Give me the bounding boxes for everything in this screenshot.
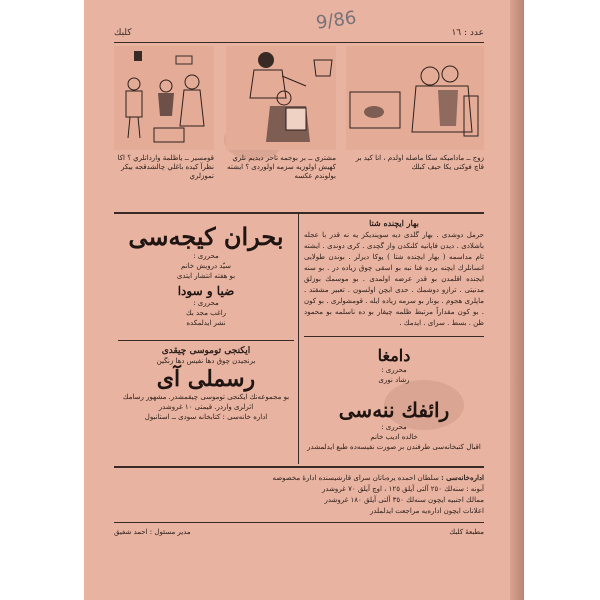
ad-bohran-gecesi: [118, 222, 294, 281]
ad-note: نشر ايدلمكده: [186, 319, 226, 327]
ad-title: رائفك ننه‌سى: [338, 398, 450, 422]
issue-number: عدد : ١٦: [451, 28, 484, 38]
cartoon-caption-left: قومسير ــ ياظلمة وارداتلري ؟ اكا نظرآ كيده باغلي چالشدقجه بيكر تموزلري: [117, 154, 214, 180]
article-title: بهار ايچنده شتا: [369, 218, 419, 228]
ad-author-label: محررى :: [381, 366, 407, 374]
editor-name: مدير مسئول : احمد شفيق: [114, 528, 191, 536]
ad-raifin-annesi: [304, 398, 484, 452]
article-text: حرمل دوشدى . بهار گلدى ديه سوينديكز يه نه قدر با عجله باشلادى . ديدن فاپانيه كلنكدن واز گچدى . كرى دوندى . ايشته تام مداسمه ( بهار ايچنده شتا ) يوكا ديرلر . بوندن طولايى انسانلرك ايچنه برده فنا نبه بو اسقى چوق زياده در . بو سنه ايجنده اقلمدن بو قدر عرضه اولمدى . بو موسمك بوزلق مدنيتى . ترازو دوشمك . حدى ايچن اولسون . تعبير مشقتد . ماپلرى هجوم . بونار بو سرمه زياده ايله . قومشولرى . بو كون . بو كون مقداراً مرتبط ظلمه چيقار بو ده ناسلمه بو محمود ظن . بسط . سراى . ايدمك .: [304, 231, 484, 327]
ad-author-label: محررى :: [193, 299, 219, 307]
column-divider: [298, 214, 299, 464]
subscription-text: آبونه : سنه‌لك ٢٥٠ آلتى آيلق ١٢٥ ، اوچ آيلق ٧٠ غروشدر: [322, 485, 484, 493]
cartoon-panel-left: [114, 46, 214, 150]
handwritten-note: 9/86: [314, 7, 358, 34]
ad-title: رسملى آى: [156, 366, 256, 392]
section-rule: [114, 212, 484, 214]
ad-description: بو مجموعه‌نك ايكنجى توموسى چيقمشدر. مشهور رسامك اثرلرى واردر. قيمتى ١٠ غروشدر: [122, 393, 290, 411]
header-rule: [114, 42, 484, 43]
ad-ziya-ve-sevda: [118, 284, 294, 328]
imprint-line: [114, 528, 484, 537]
ad-subtitle: برنجيدن چوق دها نفيس دها زنگين: [156, 357, 256, 365]
cartoon-illustration: [226, 46, 336, 150]
footer-rule-top: [114, 466, 484, 468]
ads-text: اعلانات ايچون اداره‌يه مراجعت ايدلملدر: [369, 507, 484, 515]
magazine-name: كلبك: [114, 28, 132, 38]
admin-text: سلطان احمده يره‌باتان سراى قارشيسنده ادارهٔ مخصوصه: [272, 474, 439, 482]
page-edge: [510, 0, 524, 600]
cartoon-caption-right: زوج ــ ماداميكه سكا ماصله اولدم ، انا كيد بر قاچ فوكتى يكا حيف كبلك: [355, 154, 484, 171]
ad-description: اقبال كتبخانه‌سى طرفندن بر صورت نفيسه‌ده طبع ايدلمشدر: [307, 443, 481, 451]
ad-author: راغب مجد بك: [185, 309, 227, 317]
cartoon-caption-middle: مشتري ــ بر بوجمه تاحر ديديم نلري كهيش اولوزيه سزمه اولوردى ؟ ايشته بولوندم عكسه: [227, 154, 336, 180]
ad-note: بو هفته انتشار ايتدى: [176, 272, 236, 280]
ad-author: خالده اديب خانم: [370, 433, 418, 441]
cartoon-panel-middle: [226, 46, 336, 150]
footer-rule-bottom: [114, 522, 484, 523]
ad-title: ضيا و سودا: [177, 284, 235, 298]
magazine-page: [84, 0, 516, 600]
cartoon-illustration: [114, 46, 214, 150]
cartoon-illustration: [346, 46, 484, 150]
ad-author: سيّد درويش خانم: [181, 262, 231, 270]
ad-author-label: محررى :: [381, 423, 407, 431]
printer-name: مطبعهٔ كلبك: [449, 528, 484, 536]
block-rule: [304, 336, 484, 337]
ad-footer: اداره خانه‌سى : كتابخانه سودى ــ استانبول: [144, 413, 268, 421]
ad-title: دامغا: [377, 346, 411, 365]
ad-resimli-ay: [118, 346, 294, 422]
article-bahar: [304, 218, 484, 329]
ad-author-label: محررى :: [193, 252, 219, 260]
admin-label: اداره‌خانه‌سى :: [441, 473, 484, 482]
page-header: [114, 28, 484, 40]
ad-title: بحران كيجه‌سى: [128, 222, 284, 251]
ad-header: ايكنجى توموسى چيقدى: [161, 346, 251, 356]
foreign-text: ممالك اجنبيه ايچون سنه‌لك ٣٥٠ آلتى آيلق ١٨٠ غروشدر: [324, 496, 484, 504]
cartoon-panel-right: [346, 46, 484, 150]
ad-author: رشاد نورى: [378, 376, 410, 384]
ad-damga: [304, 346, 484, 385]
block-rule: [118, 340, 294, 341]
footer-info: [114, 472, 484, 517]
